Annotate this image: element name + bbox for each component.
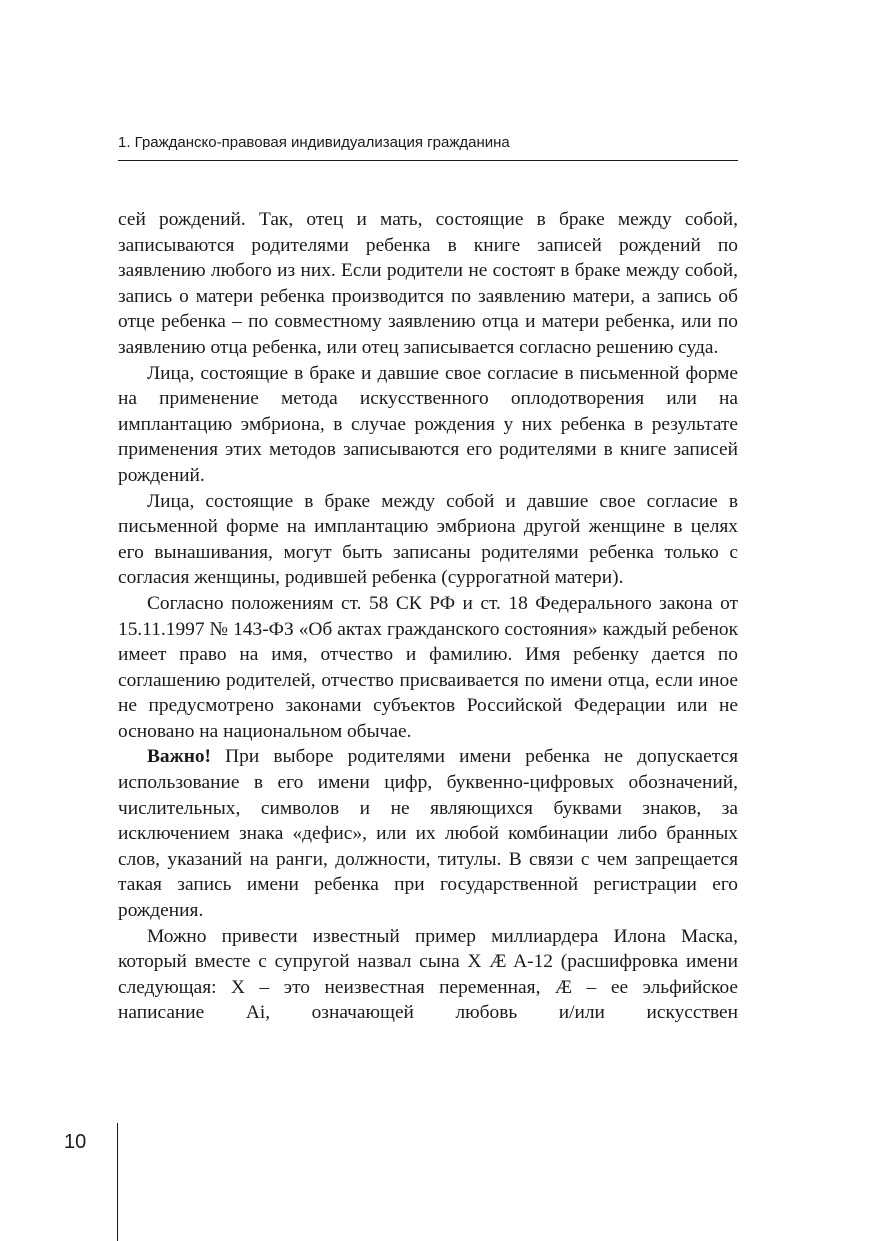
paragraph-2: Лица, состоящие в браке и давшие свое согласие в письменной форме на применение метода искусственного оплодотворения или на имплантацию эмбриона, в случае рождения у них ребенка в результате применения этих методов записываются его родителями в книге записей рождений. [118, 362, 738, 486]
margin-divider [117, 1123, 118, 1241]
important-label: Важно! [147, 746, 212, 768]
paragraph-6: Можно привести известный пример миллиардера Илона Маска, который вместе с супругой назвал сына X Æ A-12 (расшифровка имени следующая: X – это неизвестная переменная, Æ – ее эльфийское написание Ai, означающей любовь и/или искусствен [118, 925, 739, 1024]
header-divider [118, 160, 738, 161]
paragraph-5 [118, 744, 738, 923]
paragraph-3: Лица, состоящие в браке между собой и давшие свое согласие в письменной форме на имплантацию эмбриона другой женщине в целях его вынашивания, могут быть записаны родителями ребенка только с согласия женщины, родившей ребенка (суррогатной матери). [118, 490, 738, 589]
paragraph-5-text: При выборе родителями имени ребенка не допускается использование в его имени цифр, буквенно-цифровых обозначений, числительных, символов и не являющихся буквами знаков, за исключением знака «дефис», или их любой комбинации либо бранных слов, указаний на ранги, должности, титулы. В связи с чем запрещается такая запись имени ребенка при государственной регистрации его рождения. [118, 746, 738, 922]
paragraph-4: Согласно положениям ст. 58 СК РФ и ст. 18 Федерального закона от 15.11.1997 № 143-ФЗ «Об актах гражданского состояния» каждый ребенок имеет право на имя, отчество и фамилию. Имя ребенку дается по соглашению родителей, отчество присваивается по имени отца, если иное не предусмотрено законами субъектов Российской Федерации или не основано на национальном обычае. [118, 592, 738, 742]
page-body [118, 207, 738, 1026]
paragraph-1: сей рождений. Так, отец и мать, состоящие в браке между собой, записываются родителями ребенка в книге записей рождений по заявлению любого из них. Если родители не состоят в браке между собой, запись о матери ребенка производится по заявлению матери, а запись об отце ребенка – по совместному заявлению отца и матери ребенка, или по заявлению отца ребенка, или отец записывается согласно решению суда. [118, 209, 738, 358]
page-number: 10 [64, 1131, 87, 1153]
running-header: 1. Гражданско-правовая индивидуализация гражданина [118, 134, 510, 151]
